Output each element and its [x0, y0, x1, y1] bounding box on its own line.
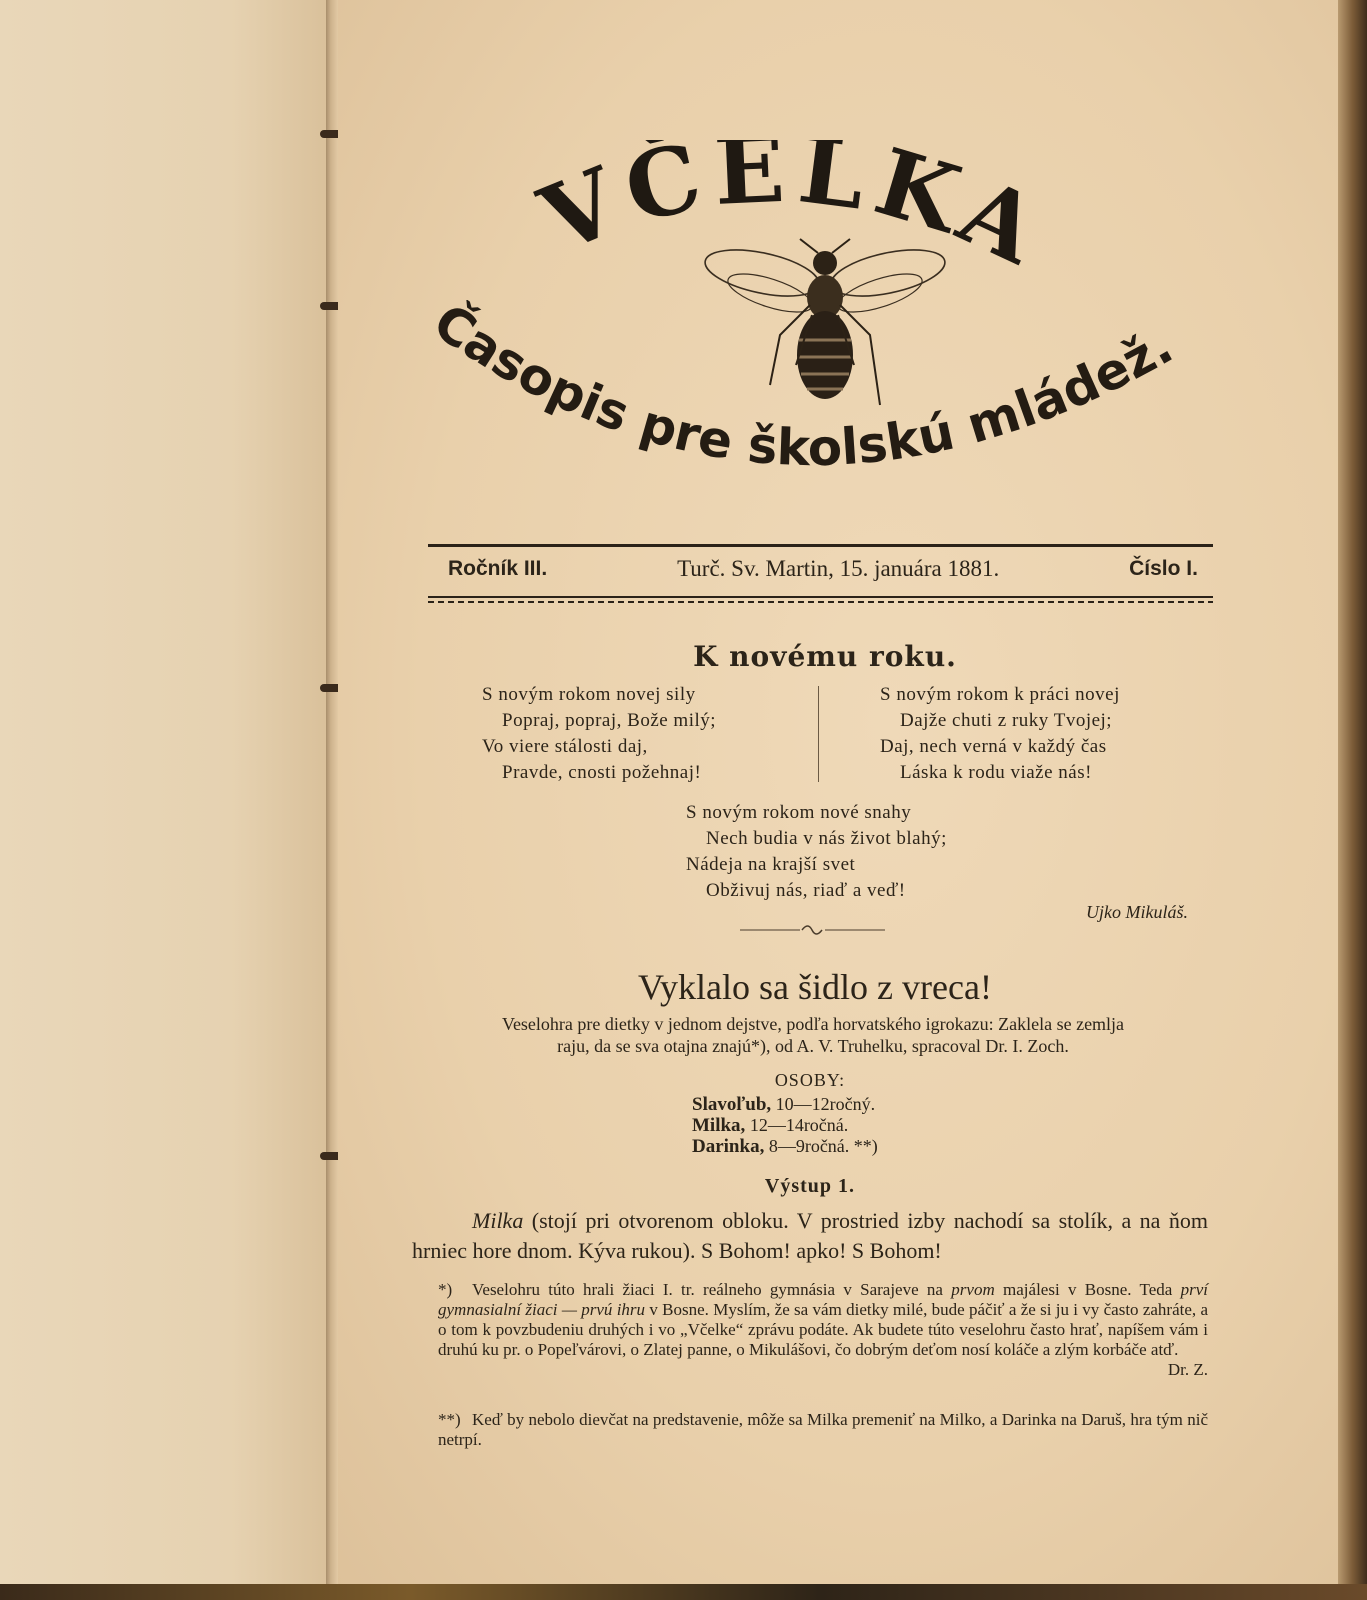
poem-column-divider: [818, 686, 819, 782]
svg-text:Časopis pre školskú mládež.: [423, 300, 1182, 477]
poem-line: Obživuj nás, riaď a veď!: [706, 880, 906, 901]
footnote-text: majálesi v Bosne. Teda: [1003, 1280, 1173, 1299]
poem-center-stanza: [686, 800, 947, 904]
poem-title: K novému roku.: [693, 640, 957, 673]
section-ornament: [740, 922, 885, 938]
issue-number: Číslo I.: [1129, 557, 1198, 580]
book-edge: [1338, 0, 1367, 1600]
poem-left-stanza: [482, 682, 716, 786]
footnote-mark: *): [438, 1280, 453, 1299]
play-title: Vyklalo sa šidlo z vreca!: [638, 967, 992, 1007]
poem-line: Vo viere stálosti daj,: [482, 736, 648, 757]
masthead-subtitle: [420, 300, 1240, 520]
footnote-signature: Dr. Z.: [1167, 1360, 1208, 1379]
poem-line: S novým rokom k práci novej: [880, 684, 1120, 705]
poem-line: Nádeja na krajší svet: [686, 854, 856, 875]
poem-line: Dajže chuti z ruky Tvojej;: [900, 710, 1113, 731]
cast-item: [692, 1094, 878, 1115]
poem-line: Daj, nech verná v každý čas: [880, 736, 1107, 757]
footnote-1: [438, 1280, 1208, 1380]
footnote-2: [438, 1410, 1208, 1450]
cast-heading: OSOBY:: [774, 1070, 846, 1090]
poem-line: Popraj, popraj, Bože milý;: [502, 710, 717, 731]
poem-line: Nech budia v nás život blahý;: [706, 828, 947, 849]
play-subtitle: [418, 1013, 1208, 1057]
header-rule-bottom: [428, 596, 1213, 598]
left-blank-page: [0, 0, 330, 1600]
footnote-mark: **): [438, 1410, 461, 1429]
cast-item: [692, 1115, 878, 1136]
volume-label: Ročník III.: [448, 557, 548, 580]
scene-text: [412, 1206, 1208, 1266]
cast-name: Darinka,: [692, 1136, 765, 1157]
cast-name: Slavoľub,: [692, 1094, 772, 1115]
poem-line: S novým rokom novej sily: [482, 684, 696, 705]
cast-list: [692, 1094, 878, 1157]
masthead-title-text: VČELKA: [526, 140, 1064, 290]
place-date: Turč. Sv. Martin, 15. januára 1881.: [677, 556, 1000, 581]
footnote-emphasis: prví gymnasialní žiaci — prvú ihru: [438, 1280, 1208, 1319]
footnote-emphasis: prvom: [951, 1280, 995, 1299]
cast-detail: 10—12ročný.: [775, 1094, 876, 1114]
poem-line: S novým rokom nové snahy: [686, 802, 912, 823]
scene-speaker: Milka: [472, 1208, 524, 1233]
poem-line: Láska k rodu viaže nás!: [900, 762, 1092, 783]
footnote-text: Veselohru túto hrali žiaci I. tr. reálneho gymnásia v Sarajeve na: [472, 1280, 943, 1299]
header-rule-wavy: [428, 601, 1213, 603]
cast-detail: 8—9ročná. **): [768, 1136, 878, 1156]
book-spine: [326, 0, 338, 1600]
footnote-text: Keď by nebolo dievčat na predstavenie, môže sa Milka premeniť na Milko, a Darinka na Daruš, hra tým nič netrpí.: [438, 1410, 1208, 1449]
cast-item: [692, 1136, 878, 1157]
play-subtitle-line: Veselohra pre dietky v jednom dejstve, podľa horvatského igrokazu: Zaklela se zemlja: [501, 1014, 1125, 1034]
issue-line: [448, 552, 1198, 586]
scene-heading: Výstup 1.: [764, 1175, 856, 1197]
header-rule-top: [428, 544, 1213, 547]
poem-signature: Ujko Mikuláš.: [1086, 902, 1188, 922]
play-subtitle-line: raju, da se sva otajna znajú*), od A. V. Truhelku, spracoval Dr. I. Zoch.: [557, 1036, 1069, 1056]
poem-line: Pravde, cnosti požehnaj!: [502, 762, 702, 783]
poem-right-stanza: [880, 682, 1120, 786]
masthead-subtitle-text: Časopis pre školskú mládež.: [423, 300, 1183, 478]
scene-body: (stojí pri otvorenom obloku. V prostried izby nachodí sa stolík, a na ňom hrniec hore dnom. Kýva rukou). S Bohom! apko! S Bohom!: [412, 1208, 1208, 1263]
book-bottom-edge: [0, 1584, 1367, 1600]
cast-detail: 12—14ročná.: [749, 1115, 849, 1135]
cast-name: Milka,: [692, 1115, 746, 1136]
footnote-text: v Bosne. Myslím, že sa vám dietky milé, bude páčiť a že si ju i vy často zahráte, a o tom k povzbudeniu druhých i vo „Včelke“ zprávu podáte. Ak budete túto veselohru často hrať, napíšem vám i druhú ku pr. o Popeľvárovi, o Zlatej panne, o Mikulášovi, čo dobrým deťom nosí koláče a zlým korbáče atď.: [438, 1300, 1209, 1359]
